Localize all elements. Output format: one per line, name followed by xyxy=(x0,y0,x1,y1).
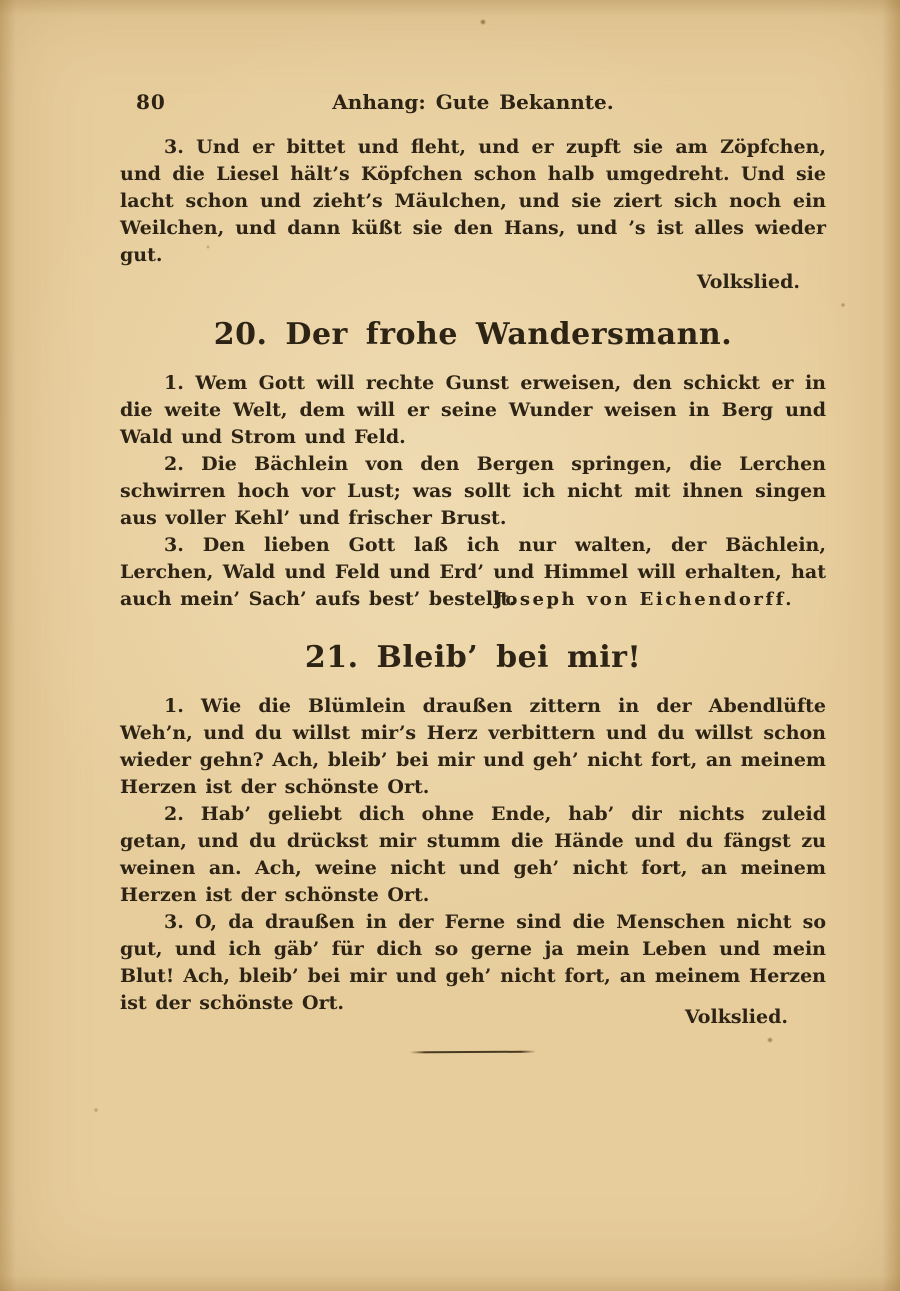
stanza: 2. Die Bächlein von den Bergen springen, die Lerchen schwirren hoch vor Lust; was sollt ich nicht mit ihnen singen aus voller Kehl’ und frischer Brust. xyxy=(120,453,826,529)
page-number: 80 xyxy=(136,90,166,114)
page-header xyxy=(120,88,826,116)
page-content xyxy=(120,134,826,1031)
attribution: Volkslied. xyxy=(696,271,800,293)
attribution: Joseph von Eichendorff. xyxy=(494,589,794,610)
stanza: 1. Wie die Blümlein draußen zittern in der Abendlüfte Weh’n, und du willst mir’s Herz verbittern und du willst schon wieder gehn? Ach, bleib’ bei mir und geh’ nicht fort, an meinem Herzen ist der schönste Ort. xyxy=(120,695,827,798)
section-divider-rule xyxy=(410,1051,536,1054)
attribution: Volkslied. xyxy=(684,1006,788,1028)
song-title-20: 20. Der frohe Wandersmann. xyxy=(213,317,733,352)
stanza: 1. Wem Gott will rechte Gunst erweisen, den schickt er in die weite Welt, dem will er seine Wunder weisen in Berg und Wald und Strom und Feld. xyxy=(120,372,826,448)
stanza: 3. Den lieben Gott laß ich nur walten, der Bächlein, Lerchen, Wald und Feld und Erd’ und Himmel will erhalten, hat auch mein’ Sach’ aufs best’ bestellt. xyxy=(120,534,826,610)
stanza: 2. Hab’ geliebt dich ohne Ende, hab’ dir nichts zuleid getan, und du drückst mir stumm die Hände und du fängst zu weinen an. Ach, weine nicht und geh’ nicht fort, an meinem Herzen ist der schönste Ort. xyxy=(120,803,826,906)
song-title-21: 21. Bleib’ bei mir! xyxy=(304,640,642,675)
running-header: Anhang: Gute Bekannte. xyxy=(332,90,614,114)
stanza: 3. Und er bittet und fleht, und er zupft sie am Zöpfchen, und die Liesel hält’s Köpfchen schon halb umgedreht. Und sie lacht schon und zieht’s Mäulchen, und sie ziert sich noch ein Weilchen, und dann küßt sie den Hans, und ’s ist alles wieder gut. xyxy=(120,136,826,266)
stanza: 3. O, da draußen in der Ferne sind die Menschen nicht so gut, und ich gäb’ für dich so gerne ja mein Leben und mein Blut! Ach, bleib’ bei mir und geh’ nicht fort, an meinem Herzen ist der schönste Ort. xyxy=(120,911,826,1014)
